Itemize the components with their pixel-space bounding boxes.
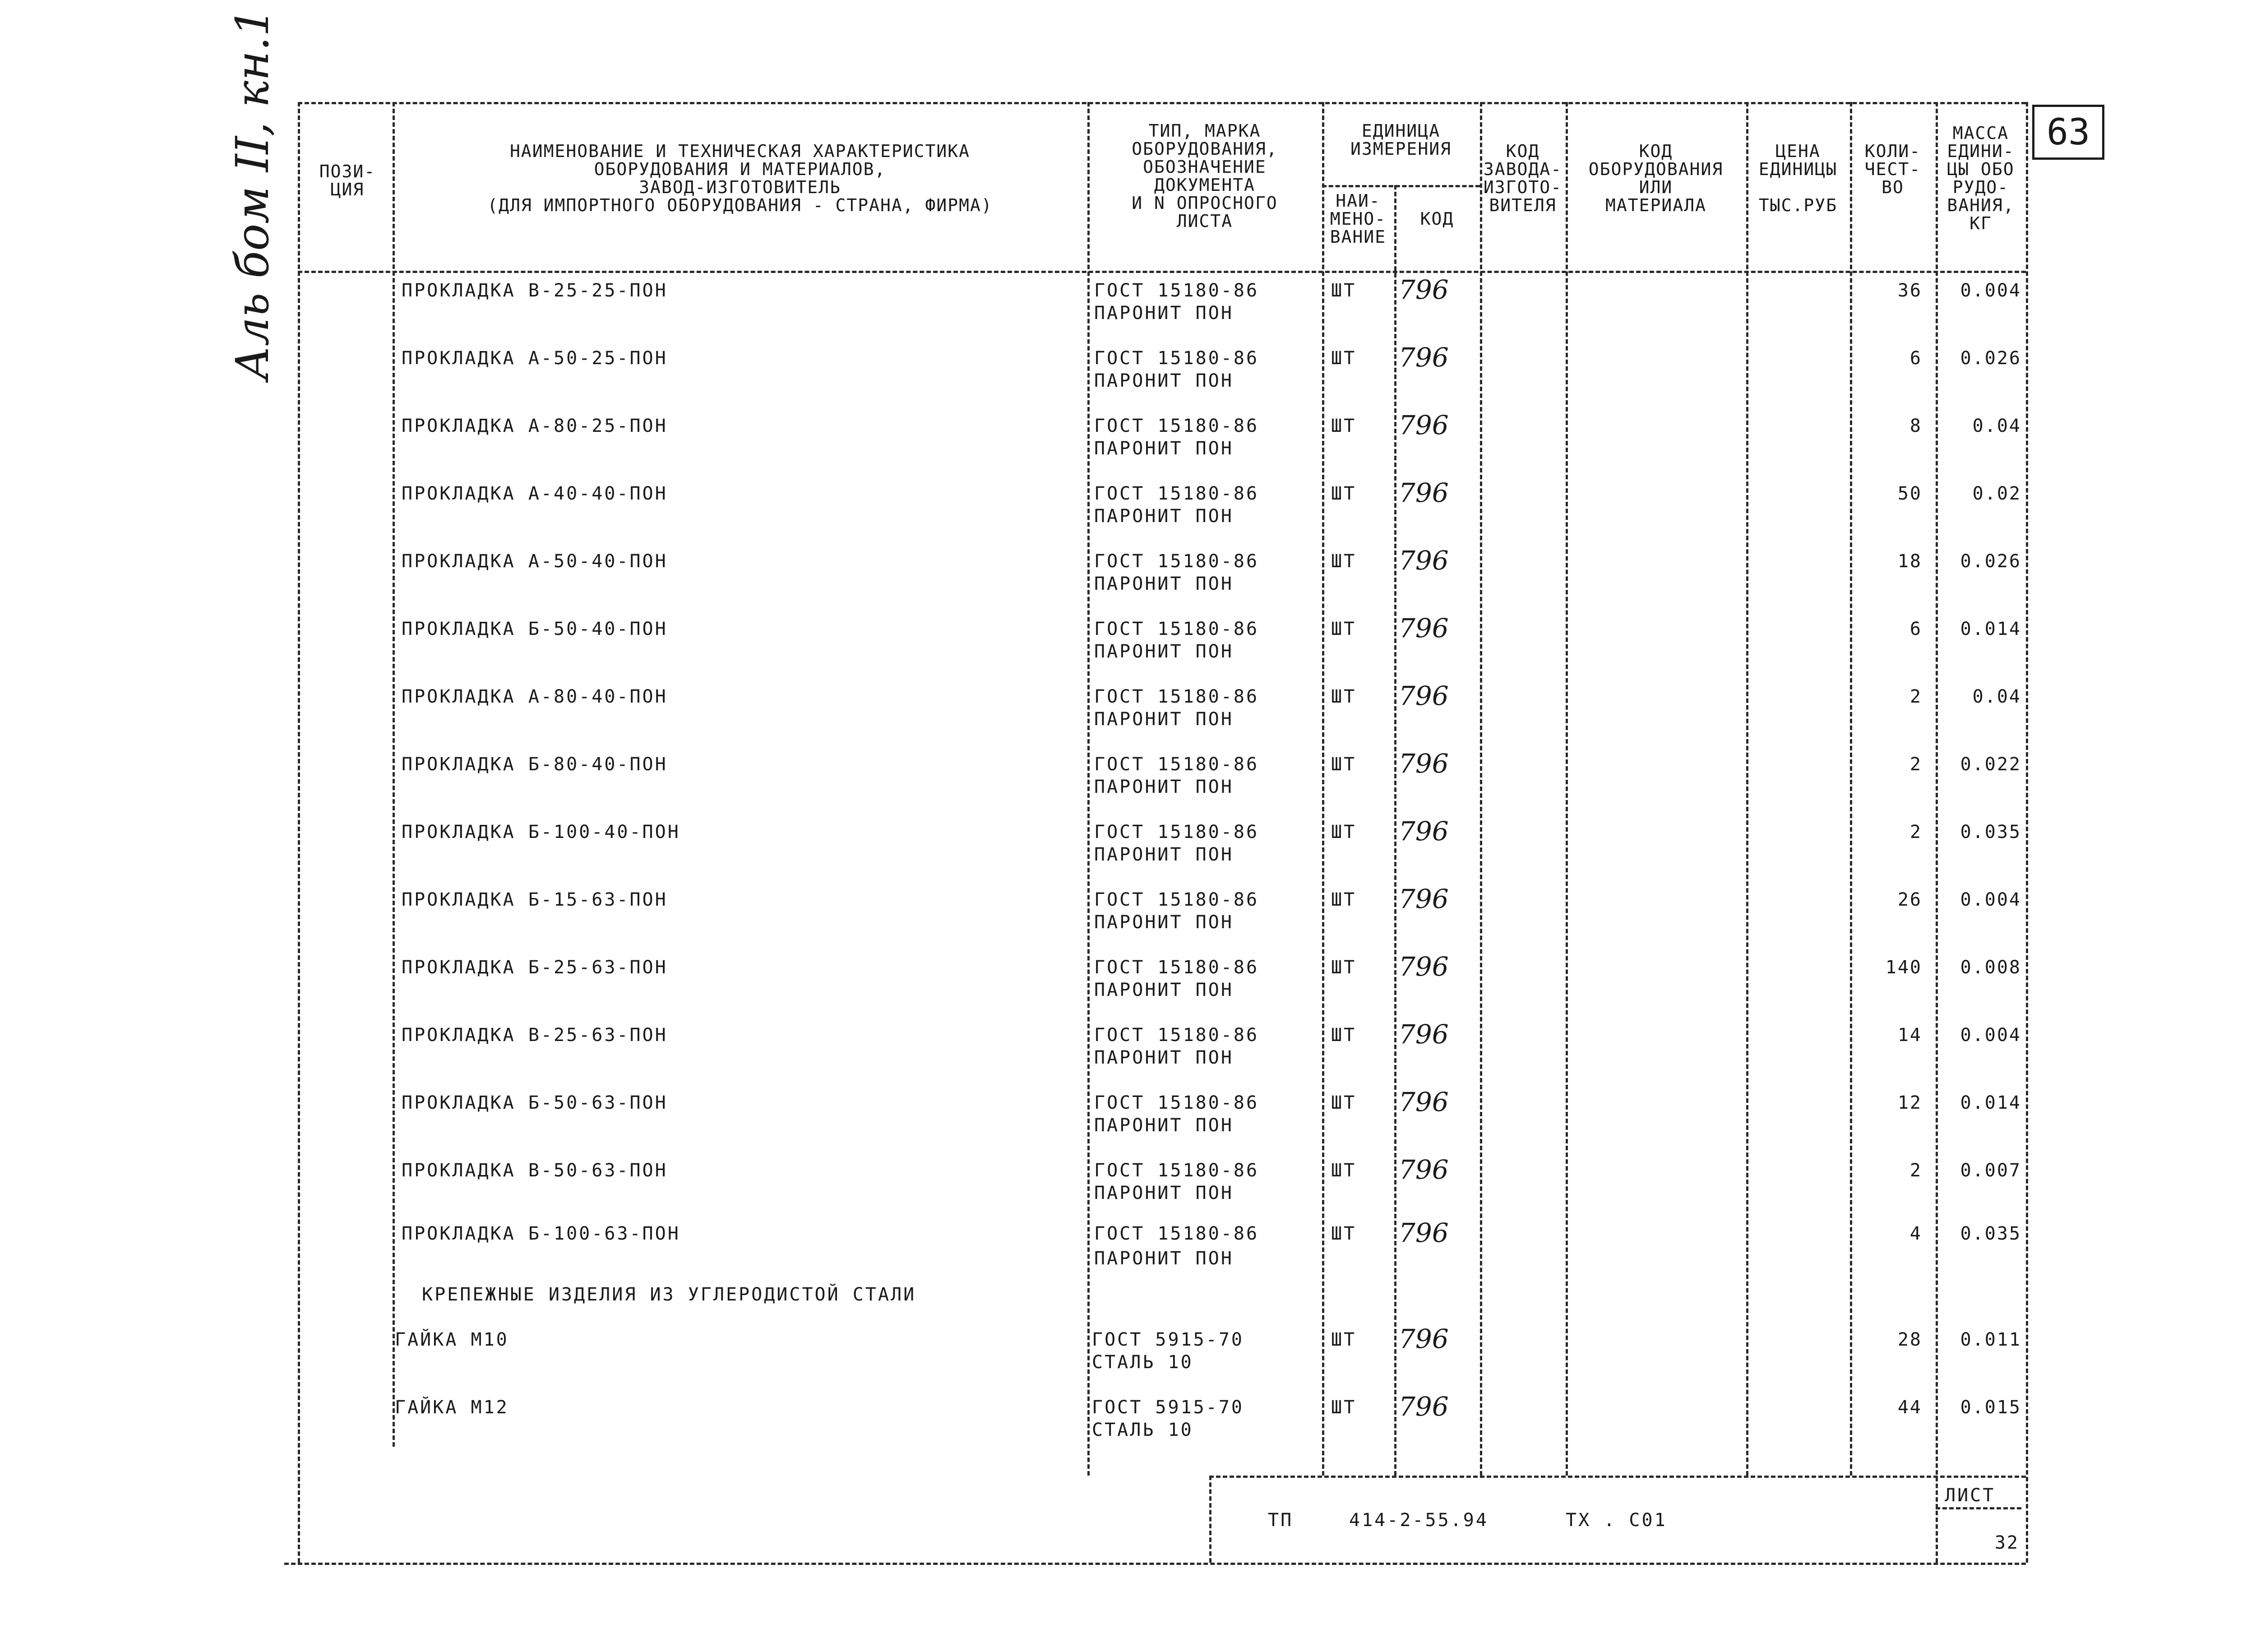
item-doc: ГОСТ 15180-86: [1094, 1025, 1259, 1046]
item-qty: 2: [1909, 822, 1922, 842]
item-material: СТАЛЬ 10: [1092, 1352, 1193, 1373]
item-material: ПАРОНИТ ПОН: [1094, 1183, 1234, 1203]
item-mass: 0.026: [1960, 551, 2021, 572]
stamp-top-border: [1209, 1476, 2026, 1478]
item-name: ПРОКЛАДКА В-25-63-ПОН: [402, 1025, 668, 1046]
item-unit-code: 796: [1399, 410, 1449, 440]
item-qty: 14: [1897, 1025, 1922, 1046]
item-material: ПАРОНИТ ПОН: [1094, 912, 1234, 933]
item-qty: 6: [1909, 348, 1922, 369]
item-unit-code: 796: [1399, 613, 1449, 643]
item-name: ПРОКЛАДКА А-80-25-ПОН: [402, 416, 668, 436]
item-doc: ГОСТ 15180-86: [1094, 280, 1259, 301]
header-price: ЦЕНА ЕДИНИЦЫ ТЫС.РУБ: [1758, 141, 1838, 215]
table-row: [0, 1323, 2256, 1397]
table-top-border: [298, 102, 2026, 104]
item-unit-code: 796: [1399, 342, 1449, 373]
side-handwritten-note: Аль бом II, кн.1: [226, 8, 279, 380]
table-row: [0, 1154, 2256, 1227]
item-unit-code: 796: [1399, 274, 1449, 305]
header-bottom-border: [298, 271, 2026, 273]
section-title: КРЕПЕЖНЫЕ ИЗДЕЛИЯ ИЗ УГЛЕРОДИСТОЙ СТАЛИ: [422, 1284, 916, 1305]
stamp-left-border: [1209, 1476, 1211, 1563]
item-unit: ШТ: [1331, 1223, 1357, 1244]
item-name: ПРОКЛАДКА А-80-40-ПОН: [402, 686, 668, 707]
item-name: ПРОКЛАДКА А-50-40-ПОН: [402, 551, 668, 572]
item-unit: ШТ: [1331, 822, 1357, 842]
item-unit-code: 796: [1399, 1391, 1449, 1422]
item-mass: 0.035: [1960, 1223, 2021, 1244]
table-row: [0, 613, 2256, 686]
item-doc: ГОСТ 15180-86: [1094, 416, 1259, 436]
item-mass: 0.014: [1960, 619, 2021, 639]
item-unit: ШТ: [1331, 1329, 1357, 1350]
item-unit: ШТ: [1331, 957, 1357, 978]
item-doc: ГОСТ 15180-86: [1094, 822, 1259, 842]
header-equip-code: КОД ОБОРУДОВАНИЯ ИЛИ МАТЕРИАЛА: [1588, 141, 1724, 215]
item-material: ПАРОНИТ ПОН: [1094, 506, 1234, 527]
item-doc: ГОСТ 15180-86: [1094, 1160, 1259, 1181]
item-unit: ШТ: [1331, 889, 1357, 910]
item-name: ГАЙКА М10: [395, 1329, 509, 1350]
item-unit-code: 796: [1399, 816, 1449, 847]
item-unit: ШТ: [1331, 1092, 1357, 1113]
item-doc: ГОСТ 15180-86: [1094, 686, 1259, 707]
table-row: [0, 1019, 2256, 1092]
unit-subheader-line: [1322, 185, 1480, 187]
table-row: [0, 748, 2256, 821]
table-row: [0, 410, 2256, 483]
stamp-sheet-number: 32: [1994, 1532, 2019, 1553]
header-mass: МАССА ЕДИНИ- ЦЫ ОБО РУДО- ВАНИЯ, КГ: [1947, 123, 2015, 233]
item-unit: ШТ: [1331, 1025, 1357, 1046]
item-material: ПАРОНИТ ПОН: [1094, 303, 1234, 324]
item-name: ПРОКЛАДКА Б-80-40-ПОН: [402, 754, 668, 775]
item-unit-code: 796: [1399, 477, 1449, 508]
item-unit: ШТ: [1331, 416, 1357, 436]
item-qty: 26: [1897, 889, 1922, 910]
item-name: ПРОКЛАДКА Б-50-40-ПОН: [402, 619, 668, 639]
item-material: ПАРОНИТ ПОН: [1094, 777, 1234, 797]
item-doc: ГОСТ 15180-86: [1094, 754, 1259, 775]
item-mass: 0.035: [1960, 822, 2021, 842]
item-doc: ГОСТ 5915-70: [1092, 1397, 1244, 1418]
item-unit: ШТ: [1331, 754, 1357, 775]
item-mass: 0.026: [1960, 348, 2021, 369]
item-doc: ГОСТ 15180-86: [1094, 619, 1259, 639]
item-qty: 36: [1897, 280, 1922, 301]
item-name: ПРОКЛАДКА В-50-63-ПОН: [402, 1160, 668, 1181]
item-unit-code: 796: [1399, 680, 1449, 711]
table-row: [0, 951, 2256, 1024]
item-name: ПРОКЛАДКА Б-100-40-ПОН: [402, 822, 680, 842]
item-unit-code: 796: [1399, 1217, 1449, 1248]
item-mass: 0.015: [1960, 1397, 2021, 1418]
item-name: ПРОКЛАДКА Б-15-63-ПОН: [402, 889, 668, 910]
item-mass: 0.022: [1960, 754, 2021, 775]
header-qty: КОЛИ- ЧЕСТ- ВО: [1864, 141, 1921, 197]
item-doc: ГОСТ 15180-86: [1094, 957, 1259, 978]
item-qty: 2: [1909, 754, 1922, 775]
item-unit: ШТ: [1331, 551, 1357, 572]
item-qty: 140: [1885, 957, 1922, 978]
table-row: [0, 545, 2256, 618]
table-row: [0, 1391, 2256, 1464]
item-doc: ГОСТ 15180-86: [1094, 1092, 1259, 1113]
item-material: ПАРОНИТ ПОН: [1094, 844, 1234, 865]
item-material: СТАЛЬ 10: [1092, 1420, 1193, 1440]
item-name: ПРОКЛАДКА Б-50-63-ПОН: [402, 1092, 668, 1113]
item-mass: 0.011: [1960, 1329, 2021, 1350]
table-row: [0, 816, 2256, 889]
item-mass: 0.02: [1972, 483, 2021, 504]
item-mass: 0.008: [1960, 957, 2021, 978]
item-material: ПАРОНИТ ПОН: [1094, 1115, 1234, 1136]
item-mass: 0.04: [1972, 686, 2021, 707]
item-material: ПАРОНИТ ПОН: [1094, 1248, 1234, 1269]
stamp-tp: ТП: [1268, 1510, 1294, 1531]
table-row: [0, 1217, 2256, 1291]
item-name: ПРОКЛАДКА Б-100-63-ПОН: [402, 1223, 680, 1244]
item-qty: 6: [1909, 619, 1922, 639]
header-unit: ЕДИНИЦА ИЗМЕРЕНИЯ: [1350, 121, 1452, 159]
item-unit-code: 796: [1399, 1323, 1449, 1354]
item-material: ПАРОНИТ ПОН: [1094, 438, 1234, 459]
header-name: НАИМЕНОВАНИЕ И ТЕХНИЧЕСКАЯ ХАРАКТЕРИСТИКА ОБОРУДОВАНИЯ И МАТЕРИАЛОВ, ЗАВОД-ИЗГОТОВИТЕЛЬ (ДЛЯ ИМПОРТНОГО ОБОРУДОВАНИЯ - СТРАНА, ФИРМА): [487, 141, 993, 215]
item-mass: 0.014: [1960, 1092, 2021, 1113]
item-mass: 0.004: [1960, 889, 2021, 910]
header-unit-name: НАИ- МЕНО- ВАНИЕ: [1330, 191, 1387, 247]
item-unit: ШТ: [1331, 348, 1357, 369]
item-doc: ГОСТ 15180-86: [1094, 889, 1259, 910]
item-name: ПРОКЛАДКА А-50-25-ПОН: [402, 348, 668, 369]
item-unit: ШТ: [1331, 483, 1357, 504]
item-unit-code: 796: [1399, 545, 1449, 576]
item-doc: ГОСТ 15180-86: [1094, 483, 1259, 504]
item-mass: 0.007: [1960, 1160, 2021, 1181]
stamp-sheet-label: ЛИСТ: [1945, 1485, 1996, 1506]
item-material: ПАРОНИТ ПОН: [1094, 641, 1234, 662]
item-mass: 0.04: [1972, 416, 2021, 436]
header-unit-code: КОД: [1420, 209, 1454, 229]
header-type: ТИП, МАРКА ОБОРУДОВАНИЯ, ОБОЗНАЧЕНИЕ ДОКУМЕНТА И N ОПРОСНОГО ЛИСТА: [1132, 121, 1278, 231]
item-unit-code: 796: [1399, 1019, 1449, 1050]
item-material: ПАРОНИТ ПОН: [1094, 709, 1234, 730]
table-row: [0, 680, 2256, 754]
item-unit: ШТ: [1331, 280, 1357, 301]
item-unit: ШТ: [1331, 686, 1357, 707]
stamp-document-code: ТХ . С01: [1566, 1510, 1667, 1531]
item-qty: 2: [1909, 1160, 1922, 1181]
item-qty: 4: [1909, 1223, 1922, 1244]
sheet-label-line: [1936, 1507, 2021, 1509]
table-bottom-border: [284, 1563, 2026, 1565]
item-material: ПАРОНИТ ПОН: [1094, 574, 1234, 594]
item-unit-code: 796: [1399, 1087, 1449, 1117]
table-row: [0, 477, 2256, 551]
stamp-project-number: 414-2-55.94: [1349, 1510, 1489, 1531]
item-material: ПАРОНИТ ПОН: [1094, 370, 1234, 391]
item-doc: ГОСТ 15180-86: [1094, 348, 1259, 369]
item-doc: ГОСТ 15180-86: [1094, 551, 1259, 572]
table-row: [0, 1087, 2256, 1160]
item-unit-code: 796: [1399, 1154, 1449, 1185]
table-row: [0, 884, 2256, 957]
item-qty: 28: [1897, 1329, 1922, 1350]
item-name: ПРОКЛАДКА А-40-40-ПОН: [402, 483, 668, 504]
item-mass: 0.004: [1960, 280, 2021, 301]
item-qty: 18: [1897, 551, 1922, 572]
item-unit-code: 796: [1399, 951, 1449, 982]
item-unit-code: 796: [1399, 748, 1449, 779]
item-unit: ШТ: [1331, 1397, 1357, 1418]
item-qty: 50: [1897, 483, 1922, 504]
item-qty: 8: [1909, 416, 1922, 436]
item-doc: ГОСТ 5915-70: [1092, 1329, 1244, 1350]
item-unit: ШТ: [1331, 1160, 1357, 1181]
item-name: ПРОКЛАДКА В-25-25-ПОН: [402, 280, 668, 301]
table-row: [0, 274, 2256, 347]
header-position: ПОЗИ- ЦИЯ: [319, 162, 376, 199]
item-qty: 12: [1897, 1092, 1922, 1113]
header-plant-code: КОД ЗАВОДА- ИЗГОТО- ВИТЕЛЯ: [1483, 141, 1563, 215]
item-material: ПАРОНИТ ПОН: [1094, 1047, 1234, 1068]
item-material: ПАРОНИТ ПОН: [1094, 980, 1234, 1000]
item-name: ГАЙКА М12: [395, 1397, 509, 1418]
page-number-box: 63: [2032, 105, 2104, 160]
item-name: ПРОКЛАДКА Б-25-63-ПОН: [402, 957, 668, 978]
item-mass: 0.004: [1960, 1025, 2021, 1046]
item-unit: ШТ: [1331, 619, 1357, 639]
item-unit-code: 796: [1399, 884, 1449, 914]
item-qty: 2: [1909, 686, 1922, 707]
item-qty: 44: [1897, 1397, 1922, 1418]
table-row: [0, 342, 2256, 415]
item-doc: ГОСТ 15180-86: [1094, 1223, 1259, 1244]
